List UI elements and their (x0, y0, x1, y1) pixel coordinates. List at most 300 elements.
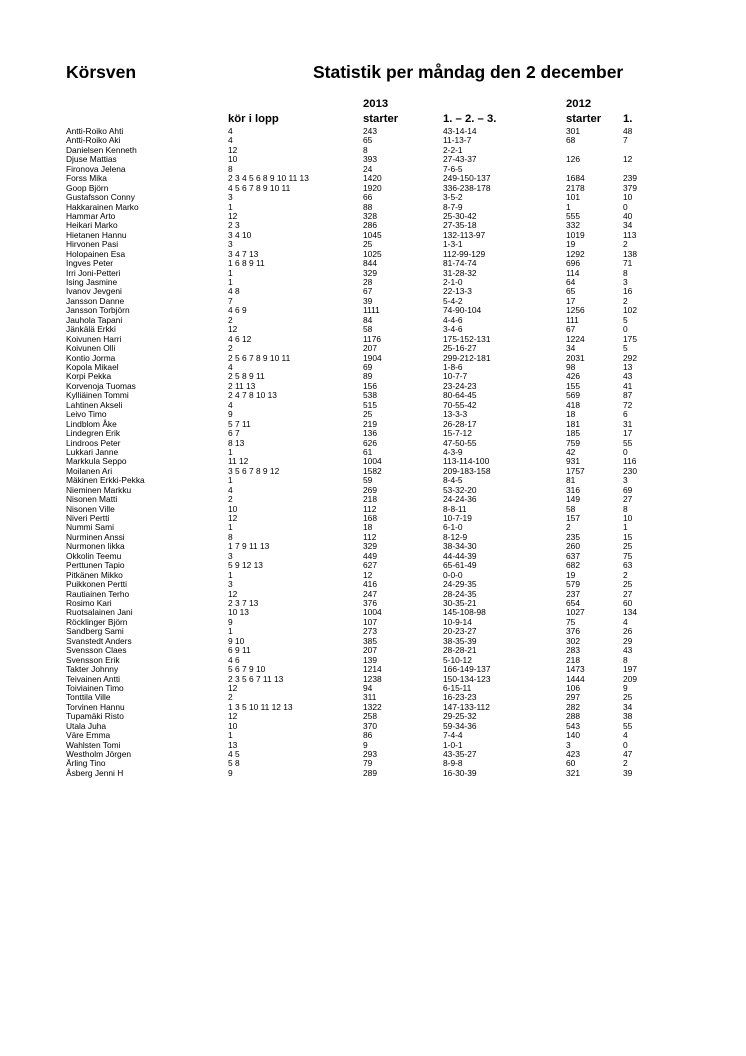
driver-name-cell: Svanstedt Anders (66, 635, 132, 646)
placings-2013-cell: 8-12-9 (443, 531, 468, 542)
placings-2013-cell: 16-23-23 (443, 692, 477, 703)
driver-name-cell: Pitkänen Mikko (66, 569, 123, 580)
placings-2013-cell: 28-28-21 (443, 645, 477, 656)
starts-2013-cell: 1582 (363, 465, 382, 476)
table-row (0, 344, 746, 353)
races-driven-cell: 1 (228, 277, 233, 288)
wins-2012-cell: 29 (623, 635, 633, 646)
wins-2012-cell: 2 (623, 239, 628, 250)
races-driven-cell: 3 4 10 (228, 229, 252, 240)
starts-2013-cell: 286 (363, 220, 377, 231)
races-driven-cell: 5 7 11 (228, 418, 251, 429)
races-driven-cell: 13 (228, 739, 238, 750)
races-driven-cell: 10 (228, 154, 238, 165)
wins-2012-cell: 2 (623, 295, 628, 306)
races-driven-cell: 1 (228, 569, 233, 580)
wins-2012-cell: 2 (623, 569, 628, 580)
wins-2012-cell: 25 (623, 541, 633, 552)
placings-2013-cell: 2-1-0 (443, 277, 463, 288)
wins-2012-cell: 6 (623, 409, 628, 420)
starts-2013-cell: 538 (363, 390, 377, 401)
races-driven-cell: 4 8 (228, 286, 240, 297)
placings-2013-cell: 145-108-98 (443, 607, 486, 618)
placings-2013-cell: 1-0-1 (443, 739, 463, 750)
wins-2012-cell: 17 (623, 428, 633, 439)
driver-name-cell: Ivanov Jevgeni (66, 286, 122, 297)
starts-2013-cell: 385 (363, 635, 377, 646)
wins-2012-cell: 0 (623, 324, 628, 335)
starts-2013-cell: 207 (363, 343, 377, 354)
driver-name-cell: Lahtinen Akseli (66, 399, 123, 410)
placings-2013-cell: 26-28-17 (443, 418, 477, 429)
placings-2013-cell: 15-7-12 (443, 428, 472, 439)
wins-2012-cell: 379 (623, 182, 637, 193)
wins-2012-cell: 55 (623, 720, 633, 731)
placings-2013-cell: 147-133-112 (443, 701, 490, 712)
wins-2012-cell: 175 (623, 333, 637, 344)
driver-name-cell: Röcklinger Björn (66, 616, 128, 627)
placings-2013-cell: 80-64-45 (443, 390, 477, 401)
driver-name-cell: Tonttila Ville (66, 692, 111, 703)
starts-2012-cell: 579 (566, 579, 580, 590)
races-driven-cell: 12 (228, 682, 238, 693)
starts-2013-cell: 329 (363, 541, 377, 552)
driver-name-cell: Ruotsalainen Jani (66, 607, 133, 618)
wins-2012-cell: 16 (623, 286, 633, 297)
wins-2012-cell: 63 (623, 560, 633, 571)
column-header-starter-2013: starter (363, 113, 399, 125)
starts-2012-cell: 42 (566, 446, 576, 457)
placings-2013-cell: 24-29-35 (443, 579, 477, 590)
races-driven-cell: 2 (228, 692, 233, 703)
starts-2012-cell: 65 (566, 286, 576, 297)
starts-2013-cell: 112 (363, 503, 377, 514)
races-driven-cell: 4 6 9 (228, 305, 247, 316)
starts-2012-cell: 1684 (566, 173, 585, 184)
starts-2012-cell: 637 (566, 550, 580, 561)
races-driven-cell: 12 (228, 210, 238, 221)
driver-name-cell: Korvenoja Tuomas (66, 380, 136, 391)
starts-2012-cell: 19 (566, 239, 576, 250)
races-driven-cell: 9 10 (228, 635, 245, 646)
races-driven-cell: 2 3 (228, 220, 240, 231)
starts-2013-cell: 1176 (363, 333, 382, 344)
starts-2012-cell: 283 (566, 645, 580, 656)
races-driven-cell: 12 (228, 324, 238, 335)
placings-2013-cell: 2-2-1 (443, 144, 463, 155)
starts-2013-cell: 8 (363, 144, 368, 155)
column-header-placeringar-2013: 1. – 2. – 3. (443, 113, 497, 125)
starts-2012-cell: 1757 (566, 465, 585, 476)
driver-name-cell: Kopola Mikael (66, 362, 119, 372)
table-row (0, 306, 746, 315)
races-driven-cell: 7 (228, 295, 233, 306)
driver-name-cell: Nurminen Anssi (66, 531, 125, 542)
starts-2012-cell: 106 (566, 682, 580, 693)
starts-2012-cell: 332 (566, 220, 580, 231)
placings-2013-cell: 65-61-49 (443, 560, 477, 571)
placings-2013-cell: 8-7-9 (443, 201, 463, 212)
column-header-year-2013: 2013 (363, 98, 389, 110)
starts-2012-cell: 81 (566, 475, 576, 486)
driver-name-cell: Moilanen Ari (66, 465, 113, 476)
starts-2012-cell: 418 (566, 399, 580, 410)
starts-2013-cell: 39 (363, 295, 373, 306)
starts-2013-cell: 88 (363, 201, 373, 212)
starts-2013-cell: 1420 (363, 173, 382, 184)
table-row (0, 193, 746, 202)
races-driven-cell: 11 12 (228, 456, 249, 467)
placings-2013-cell: 1-8-6 (443, 362, 463, 372)
races-driven-cell: 4 5 (228, 749, 240, 760)
table-row (0, 712, 746, 721)
starts-2013-cell: 66 (363, 192, 373, 203)
wins-2012-cell: 12 (623, 154, 633, 165)
driver-name-cell: Takter Johnny (66, 664, 119, 675)
starts-2012-cell: 237 (566, 588, 580, 599)
races-driven-cell: 2 4 7 8 10 13 (228, 390, 277, 401)
starts-2012-cell: 1027 (566, 607, 585, 618)
starts-2012-cell: 302 (566, 635, 580, 646)
wins-2012-cell: 43 (623, 371, 633, 382)
driver-name-cell: Åsberg Jenni H (66, 767, 124, 778)
driver-name-cell: Nisonen Ville (66, 503, 115, 514)
starts-2012-cell: 2 (566, 522, 571, 533)
starts-2012-cell: 1292 (566, 248, 585, 259)
races-driven-cell: 8 (228, 163, 233, 174)
wins-2012-cell: 4 (623, 616, 628, 627)
starts-2012-cell: 149 (566, 494, 580, 505)
starts-2012-cell: 1224 (566, 333, 585, 344)
column-header-forsta-2012: 1. (623, 113, 633, 125)
driver-name-cell: Nummi Sami (66, 522, 114, 533)
races-driven-cell: 6 9 11 (228, 645, 251, 656)
starts-2013-cell: 139 (363, 654, 377, 665)
races-driven-cell: 2 5 8 9 11 (228, 371, 265, 382)
starts-2013-cell: 59 (363, 475, 373, 486)
wins-2012-cell: 26 (623, 626, 633, 637)
starts-2013-cell: 107 (363, 616, 377, 627)
races-driven-cell: 1 (228, 626, 233, 637)
document-title: Körsven (66, 62, 137, 82)
wins-2012-cell: 5 (623, 314, 628, 325)
starts-2012-cell: 543 (566, 720, 580, 731)
races-driven-cell: 2 (228, 494, 233, 505)
driver-name-cell: Danielsen Kenneth (66, 144, 137, 155)
placings-2013-cell: 8-9-8 (443, 758, 463, 769)
wins-2012-cell: 292 (623, 352, 637, 363)
document-subtitle: Statistik per måndag den 2 december (313, 62, 624, 82)
driver-name-cell: Perttunen Tapio (66, 560, 125, 571)
starts-2013-cell: 58 (363, 324, 373, 335)
placings-2013-cell: 29-25-32 (443, 711, 477, 722)
driver-name-cell: Markkula Seppo (66, 456, 127, 467)
driver-name-cell: Heikari Marko (66, 220, 118, 231)
placings-2013-cell: 166-149-137 (443, 664, 491, 675)
starts-2012-cell: 68 (566, 135, 576, 146)
placings-2013-cell: 44-44-39 (443, 550, 477, 561)
wins-2012-cell: 25 (623, 692, 633, 703)
column-header-kor-i-lopp: kör i lopp (228, 113, 279, 125)
starts-2013-cell: 69 (363, 362, 373, 372)
starts-2013-cell: 84 (363, 314, 373, 325)
wins-2012-cell: 4 (623, 730, 628, 741)
driver-name-cell: Svensson Claes (66, 645, 127, 656)
starts-2012-cell: 98 (566, 362, 576, 372)
driver-name-cell: Hirvonen Pasi (66, 239, 119, 250)
wins-2012-cell: 1 (623, 522, 628, 533)
starts-2012-cell: 321 (566, 767, 580, 778)
placings-2013-cell: 3-5-2 (443, 192, 463, 203)
starts-2013-cell: 207 (363, 645, 377, 656)
races-driven-cell: 3 5 6 7 8 9 12 (228, 465, 280, 476)
races-driven-cell: 6 7 (228, 428, 240, 439)
races-driven-cell: 5 8 (228, 758, 240, 769)
starts-2013-cell: 28 (363, 277, 373, 288)
driver-name-cell: Svensson Erik (66, 654, 120, 665)
starts-2012-cell: 18 (566, 409, 576, 420)
table-row (0, 240, 746, 249)
wins-2012-cell: 47 (623, 749, 633, 760)
placings-2013-cell: 38-35-39 (443, 635, 477, 646)
starts-2012-cell: 555 (566, 210, 580, 221)
races-driven-cell: 2 (228, 314, 233, 325)
races-driven-cell: 1 6 8 9 11 (228, 258, 265, 269)
races-driven-cell: 8 (228, 531, 233, 542)
driver-name-cell: Hietanen Hannu (66, 229, 127, 240)
wins-2012-cell: 0 (623, 446, 628, 457)
table-row (0, 722, 746, 731)
placings-2013-cell: 20-23-27 (443, 626, 477, 637)
races-driven-cell: 3 (228, 579, 233, 590)
table-row (0, 731, 746, 740)
placings-2013-cell: 8-4-5 (443, 475, 463, 486)
starts-2012-cell: 654 (566, 598, 580, 608)
driver-name-cell: Antti-Roiko Ahti (66, 126, 124, 136)
wins-2012-cell: 69 (623, 484, 633, 495)
wins-2012-cell: 31 (623, 418, 633, 429)
starts-2013-cell: 24 (363, 163, 373, 174)
placings-2013-cell: 27-35-18 (443, 220, 477, 231)
starts-2012-cell: 140 (566, 730, 580, 741)
wins-2012-cell: 0 (623, 739, 628, 750)
starts-2013-cell: 25 (363, 409, 373, 420)
starts-2013-cell: 258 (363, 711, 377, 722)
starts-2013-cell: 289 (363, 767, 377, 778)
races-driven-cell: 9 (228, 767, 233, 778)
driver-name-cell: Teivainen Antti (66, 673, 121, 684)
driver-name-cell: Holopainen Esa (66, 248, 126, 259)
starts-2013-cell: 370 (363, 720, 377, 731)
placings-2013-cell: 11-13-7 (443, 135, 472, 146)
wins-2012-cell: 25 (623, 579, 633, 590)
races-driven-cell: 1 7 9 11 13 (228, 541, 270, 552)
driver-name-cell: Ärling Tino (66, 758, 106, 769)
wins-2012-cell: 87 (623, 390, 633, 401)
starts-2012-cell: 2031 (566, 352, 585, 363)
placings-2013-cell: 43-35-27 (443, 749, 477, 760)
races-driven-cell: 4 (228, 399, 233, 410)
starts-2012-cell: 101 (566, 192, 580, 203)
races-driven-cell: 3 (228, 239, 233, 250)
table-row (0, 363, 746, 372)
starts-2013-cell: 18 (363, 522, 373, 533)
placings-2013-cell: 59-34-36 (443, 720, 477, 731)
races-driven-cell: 3 (228, 550, 233, 561)
races-driven-cell: 12 (228, 588, 238, 599)
races-driven-cell: 5 6 7 9 10 (228, 664, 266, 675)
driver-name-cell: Goop Björn (66, 182, 109, 193)
placings-2013-cell: 16-30-39 (443, 767, 477, 778)
driver-name-cell: Antti-Roiko Aki (66, 135, 121, 146)
starts-2012-cell: 34 (566, 343, 576, 354)
wins-2012-cell: 8 (623, 654, 628, 665)
races-driven-cell: 2 11 13 (228, 380, 256, 391)
starts-2013-cell: 67 (363, 286, 373, 297)
races-driven-cell: 1 (228, 267, 233, 278)
starts-2013-cell: 626 (363, 437, 377, 448)
races-driven-cell: 3 4 7 13 (228, 248, 259, 259)
driver-name-cell: Jänkälä Erkki (66, 324, 116, 335)
driver-name-cell: Tupamäki Risto (66, 711, 124, 722)
starts-2013-cell: 329 (363, 267, 377, 278)
driver-name-cell: Leivo Timo (66, 409, 107, 420)
starts-2012-cell: 2178 (566, 182, 585, 193)
wins-2012-cell: 134 (623, 607, 637, 618)
table-row (0, 476, 746, 485)
placings-2013-cell: 4-4-6 (443, 314, 463, 325)
placings-2013-cell: 175-152-131 (443, 333, 491, 344)
starts-2013-cell: 86 (363, 730, 373, 741)
starts-2013-cell: 1025 (363, 248, 382, 259)
wins-2012-cell: 116 (623, 456, 637, 467)
driver-name-cell: Nurmonen Iikka (66, 541, 125, 552)
table-row (0, 750, 746, 759)
placings-2013-cell: 24-24-36 (443, 494, 477, 505)
races-driven-cell: 1 (228, 446, 233, 457)
starts-2013-cell: 627 (363, 560, 377, 571)
starts-2013-cell: 9 (363, 739, 368, 750)
column-header-year-2012: 2012 (566, 98, 592, 110)
starts-2013-cell: 94 (363, 682, 373, 693)
placings-2013-cell: 10-7-19 (443, 513, 472, 524)
driver-name-cell: Fironova Jelena (66, 163, 126, 174)
starts-2012-cell: 696 (566, 258, 580, 269)
table-row (0, 580, 746, 589)
starts-2013-cell: 393 (363, 154, 377, 165)
races-driven-cell: 12 (228, 513, 238, 524)
wins-2012-cell: 5 (623, 343, 628, 354)
starts-2012-cell: 288 (566, 711, 580, 722)
races-driven-cell: 2 (228, 343, 233, 354)
races-driven-cell: 4 5 6 7 8 9 10 11 (228, 182, 291, 193)
wins-2012-cell: 75 (623, 550, 633, 561)
driver-name-cell: Lindblom Åke (66, 418, 117, 429)
starts-2013-cell: 1111 (363, 305, 380, 316)
driver-name-cell: Väre Emma (66, 730, 111, 741)
races-driven-cell: 8 13 (228, 437, 245, 448)
starts-2012-cell: 1444 (566, 673, 585, 684)
starts-2013-cell: 89 (363, 371, 373, 382)
wins-2012-cell: 48 (623, 126, 633, 136)
starts-2012-cell: 426 (566, 371, 580, 382)
driver-name-cell: Irri Joni-Petteri (66, 267, 121, 278)
driver-name-cell: Nisonen Matti (66, 494, 118, 505)
placings-2013-cell: 6-1-0 (443, 522, 463, 533)
races-driven-cell: 1 3 5 10 11 12 13 (228, 701, 293, 712)
wins-2012-cell: 3 (623, 475, 628, 486)
driver-name-cell: Forss Mika (66, 173, 107, 184)
wins-2012-cell: 10 (623, 192, 633, 203)
starts-2012-cell: 3 (566, 739, 571, 750)
wins-2012-cell: 138 (623, 248, 637, 259)
placings-2013-cell: 0-0-0 (443, 569, 463, 580)
driver-name-cell: Sandberg Sami (66, 626, 124, 637)
starts-2013-cell: 1322 (363, 701, 382, 712)
starts-2012-cell: 126 (566, 154, 580, 165)
placings-2013-cell: 25-30-42 (443, 210, 477, 221)
driver-name-cell: Kylliäinen Tommi (66, 390, 129, 401)
starts-2012-cell: 114 (566, 267, 580, 278)
races-driven-cell: 1 (228, 730, 233, 741)
table-row (0, 495, 746, 504)
starts-2012-cell: 181 (566, 418, 580, 429)
starts-2013-cell: 328 (363, 210, 377, 221)
races-driven-cell: 9 (228, 616, 233, 627)
driver-name-cell: Djuse Mattias (66, 154, 117, 165)
driver-name-cell: Puikkonen Pertti (66, 579, 127, 590)
wins-2012-cell: 60 (623, 598, 633, 608)
starts-2012-cell: 17 (566, 295, 576, 306)
placings-2013-cell: 112-99-129 (443, 248, 486, 259)
wins-2012-cell: 38 (623, 711, 633, 722)
table-row (0, 155, 746, 164)
starts-2013-cell: 376 (363, 598, 377, 608)
placings-2013-cell: 31-28-32 (443, 267, 477, 278)
table-row (0, 429, 746, 438)
driver-name-cell: Lukkari Janne (66, 446, 119, 457)
driver-name-cell: Gustafsson Conny (66, 192, 135, 203)
table-row (0, 259, 746, 268)
starts-2012-cell: 569 (566, 390, 580, 401)
races-driven-cell: 10 (228, 720, 238, 731)
wins-2012-cell: 39 (623, 767, 633, 778)
starts-2013-cell: 416 (363, 579, 377, 590)
placings-2013-cell: 25-16-27 (443, 343, 477, 354)
column-header-starter-2012: starter (566, 113, 602, 125)
starts-2013-cell: 156 (363, 380, 377, 391)
driver-name-cell: Okkolin Teemu (66, 550, 122, 561)
table-row (0, 542, 746, 551)
placings-2013-cell: 10-9-14 (443, 616, 472, 627)
driver-name-cell: Koivunen Olli (66, 343, 116, 354)
placings-2013-cell: 3-4-6 (443, 324, 463, 335)
starts-2013-cell: 218 (363, 494, 377, 505)
placings-2013-cell: 6-15-11 (443, 682, 472, 693)
starts-2012-cell: 157 (566, 513, 580, 524)
table-row (0, 769, 746, 778)
starts-2012-cell: 218 (566, 654, 580, 665)
driver-name-cell: Niveri Pertti (66, 513, 110, 524)
races-driven-cell: 4 (228, 362, 233, 372)
wins-2012-cell: 34 (623, 701, 633, 712)
placings-2013-cell: 74-90-104 (443, 305, 482, 316)
driver-name-cell: Torvinen Hannu (66, 701, 125, 712)
placings-2013-cell: 113-114-100 (443, 456, 490, 467)
starts-2012-cell: 1019 (566, 229, 585, 240)
placings-2013-cell: 150-134-123 (443, 673, 491, 684)
placings-2013-cell: 28-24-35 (443, 588, 477, 599)
